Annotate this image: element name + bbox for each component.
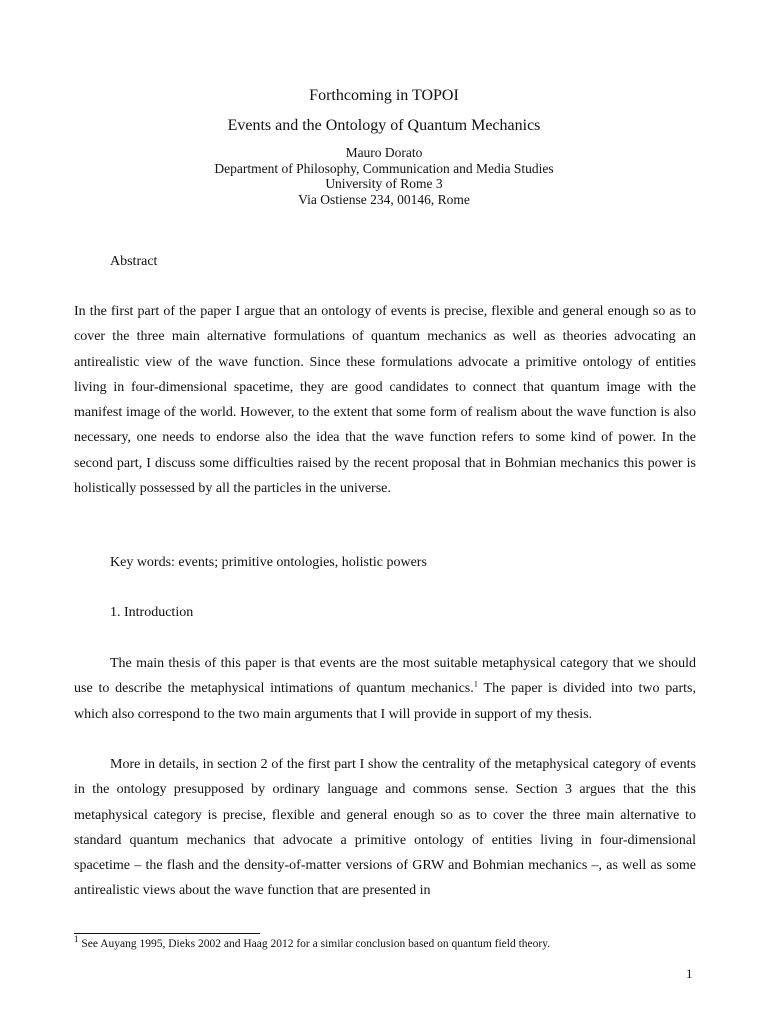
- intro-paragraph-2: More in details, in section 2 of the first part I show the centrality of the metaphysical category of events in the ontology presupposed by ordinary language and commons sense. Section 3 argues that the this metaphysical category is precise, flexible and general enough so as to cover the three main alternative to standard quantum mechanics that advocate a primitive ontology of entities living in four-dimensional spacetime – the flash and the density-of-matter versions of GRW and Bohmian mechanics –, as well as some antirealistic views about the wave function that are presented in: [74, 757, 696, 899]
- intro-paragraph-1-text: The main thesis of this paper is that events are the most suitable metaphysical category that we should use to describe the metaphysical intimations of quantum mechanics.: [74, 656, 696, 697]
- author-address: Via Ostiense 234, 00146, Rome: [298, 191, 470, 207]
- footnote-separator: [74, 933, 260, 934]
- venue-note: Forthcoming in TOPOI: [309, 87, 459, 104]
- author-university: University of Rome 3: [325, 176, 443, 191]
- intro-paragraph-1-continuation: The paper is divided into two parts, which also correspond to the two main arguments that I will provide in support of my thesis.: [74, 681, 696, 722]
- page-number: 1: [686, 966, 693, 981]
- intro-paragraph-1: [74, 651, 696, 727]
- abstract-heading: Abstract: [110, 254, 158, 269]
- author-name: Mauro Dorato: [345, 145, 423, 160]
- author-block: [74, 145, 694, 207]
- footnote-marker: 1: [74, 934, 79, 945]
- author-department: Department of Philosophy, Communication and Media Studies: [214, 160, 554, 176]
- abstract-text: In the first part of the paper I argue that an ontology of events is precise, flexible and general enough so as to cover the three main alternative formulations of quantum mechanics as well as theories advocating an antirealistic view of the wave function. Since these formulations advocate a primitive ontology of entities living in four-dimensional spacetime, they are good candidates to connect that quantum image with the manifest image of the world. However, to the extent that some form of realism about the wave function is also necessary, one needs to endorse also the idea that the wave function refers to some kind of power. In the second part, I discuss some difficulties raised by the recent proposal that in Bohmian mechanics this power is holistically possessed by all the particles in the universe.: [74, 304, 696, 497]
- footnote: [74, 936, 550, 952]
- section-heading-introduction: 1. Introduction: [110, 605, 194, 620]
- footnote-text: See Auyang 1995, Dieks 2002 and Haag 2012 for a similar conclusion based on quantum field theory.: [78, 938, 551, 950]
- paper-title: Events and the Ontology of Quantum Mechanics: [227, 117, 541, 134]
- footnote-reference[interactable]: 1: [473, 678, 478, 689]
- keywords: Key words: events; primitive ontologies, holistic powers: [110, 555, 427, 570]
